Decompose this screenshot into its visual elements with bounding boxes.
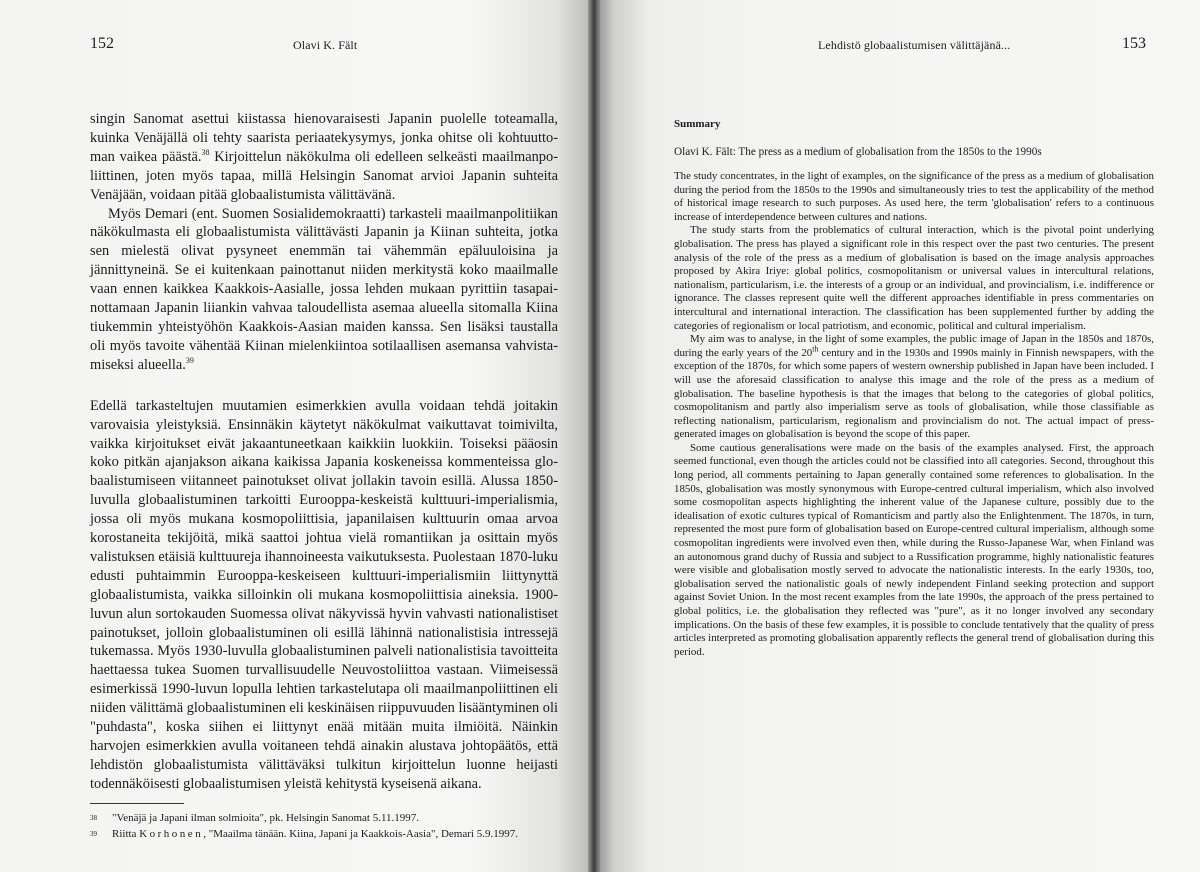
footnote-ref-39: 39 bbox=[185, 355, 194, 365]
footnotes bbox=[90, 810, 560, 842]
right-running-head: Lehdistö globaalistumisen välittäjänä... bbox=[818, 38, 1011, 52]
left-page bbox=[0, 0, 592, 872]
paragraph: The study concentrates, in the light of examples, on the significance of the press as a medium of globalisation during the period from the 1850s to the 1990s and simultaneously tries to test the applicability of the method of historical image research to such purposes. As used here, the term 'globalisation' refers to a continuous increase of interdependence between cultures and nations. bbox=[674, 170, 1154, 223]
left-running-head: Olavi K. Fält bbox=[293, 38, 358, 52]
footnote-38: 38 "Venäjä ja Japani ilman solmioita", pk. Helsingin Sanomat 5.11.1997. bbox=[90, 812, 420, 824]
paragraph: singin Sanomat asettui kiistassa hienovaraisesti Japanin puolelle toteamalla, kuinka Venäjällä oli tehty saarista periaatekysymys, jonka ohitse oli kohtuuttoman vaikea päästä.$^{38}$ Kirjoittelun näkökulma oli edelleen selkeästi maailmanpoliittinen, joten myös tapaa, millä Helsingin Sanomat arvioi Japanin suhteita Venäjään, voidaan pitää globaalistumista välittävänä. bbox=[90, 111, 558, 203]
left-body-text bbox=[90, 110, 558, 794]
right-page-number: 153 bbox=[1122, 35, 1146, 52]
left-page-number: 152 bbox=[90, 35, 114, 52]
summary-body bbox=[674, 170, 1154, 659]
book-gutter bbox=[588, 0, 600, 872]
summary-heading: Summary bbox=[674, 118, 721, 130]
paragraph: Myös Demari (ent. Suomen Sosialidemokraatti) tarkasteli maailmanpolitiikan näkökulmasta eli globaalistumista välittävästi Japanin ja Kiinan suhteita, jotka sen mielestä olivat pysyneet enemmän tai vähemmän epäluuloisina ja jännittyneinä. Se ei kuitenkaan painottanut niiden merkitystä koko maailmalle vaan ennen kaikkea Kaakkois-Aasialle, jossa lehden mukaan pyrittiin tasapainottamaan Japanin liiankin vahvaa taloudellista asemaa alueella sitomalla Kiina tiukemmin yhteistyöhön Kaakkois-Aasian maiden kanssa. Sen lisäksi taustalla oli myös tavoite vähentää Kiinan mielenkiintoa sotilaallisen asemansa vahvistamiseksi alueella.$^{39}$ bbox=[90, 205, 558, 373]
summary-subtitle: Olavi K. Fält: The press as a medium of globalisation from the 1850s to the 1990s bbox=[674, 146, 1042, 158]
footnote-rule bbox=[90, 803, 184, 804]
footnote-ref-38: 38 bbox=[201, 148, 210, 158]
footnote-39: 39 Riitta Korhonen, "Maailma tänään. Kiina, Japani ja Kaakkois-Aasia", Demari 5.9.1997. bbox=[90, 828, 518, 840]
paragraph: Some cautious generalisations were made on the basis of the examples analysed. First, the approach seemed functional, even though the articles could not be classified into all categories. Second, throughout this long period, all comments pertaining to Japan generally contained some references to globalisation. In the 1850s, globalisation was mostly synonymous with Europe-centred cultural imperialism, which also involved some cosmopolitan aspects highlighting the inherent value of the Japanese culture, possibly due to the idealisation of exotic cultures typical of Romanticism and partly also the Enlightenment. The 1870s, in turn, represented the most pure form of globalisation based on Europe-centred cultural imperialism, although some cosmopolitan ingredients were involved even then, while during the Russo-Japanese War, when Finland was an autonomous grand duchy of Russia and subject to a Russification programme, highly nationalistic features were visible and globalisation mostly served to advocate the nationalistic interests. In the early 1930s, too, globalisation served the nationalistic goals of newly independent Finland seeking protection and support against Soviet Union. In the most recent examples from the late 1990s, the approach of the press pertained to global politics, i.e. the globalisation they reflected was "pure", as it no longer involved any secondary implications. On the basis of these few examples, it is possible to conclude tentatively that the quality of press articles interpreted as promoting globalisation apparently reflects the general trend of globalisation during this period. bbox=[674, 441, 1154, 658]
paragraph: The study starts from the problematics of cultural interaction, which is the pivotal point underlying globalisation. The press has played a significant role in this respect over the past two centuries. The present analysis of the role of the press as a medium of globalisation is based on the image analysis approaches proposed by Akira Iriye: global politics, cosmopolitanism or universal values in intercultural relations, nationalism, particularism, i.e. the interests of a group or an individual, and provincialism, i.e. indifference or ignorance. The classes represent quite well the different approaches identifiable in press commentaries on intercultural and international interaction. The classification has been supplemented further by adding the categories of regionalism or local patriotism, and economic, political and cultural imperialism. bbox=[674, 224, 1154, 332]
paragraph: My aim was to analyse, in the light of some examples, the public image of Japan in the 1850s and 1870s, during the early years of the 20th century and in the 1930s and 1990s mainly in Finnish newspapers, with the exception of the 1870s, for which some papers of western ownership published in Japan have been included. I will use the aforesaid classification to analyse this image and the role of the press as a medium of globalisation. The baseline hypothesis is that the images that belong to the categories of global politics, cosmopolitanism and partly also imperialism serve as tools of globalisation, while those classifiable as reflecting nationalism, particularism, regionalism and provincialism do not. The actual impact of press-generated images on globalisation is beyond the scope of this paper. bbox=[674, 333, 1154, 441]
paragraph: Edellä tarkasteltujen muutamien esimerkkien avulla voidaan tehdä joitakin varovaisia yleistyksiä. Ensinnäkin käytetyt näkökulmat vaikuttavat toimivilta, vaikka kirjoitukset eivät jakaantuneetkaan kaikkiin luokkiin. Toiseksi pääosin koko pitkän ajanjakson aikana kaikissa Japania koskeneissa kommenteissa globaalistumiseen viitanneet painotukset olivat jollakin tavoin esillä. Alussa 1850-luvulla globaalistuminen tarkoitti Eurooppa-keskeistä kulttuuri-imperialismia, jossa oli myös mukana kosmopoliittisia, japanilaisen kulttuurin omaa arvoa korostaneita tekijöitä, mikä saattoi johtua vielä romantiikan ja osittain myös valistuksen etäisiä kulttuureja ihannoineesta vaikutuksesta. Puolestaan 1870-luku edusti puhtaimmin Eurooppa-keskeiseen kulttuuri-imperialismiin liittynyttä globaalistumista, vaikka silloinkin oli mukana kosmopoliittisia aineksia. 1900-luvun alun sortokauden Suomessa olivat näkyvissä hyvin vahvasti nationalistiset painotukset, jolloin globaalistuminen oli esillä lähinnä nationalistisia intressejä tukemassa. Myös 1930-luvulla globaalistuminen palveli nationalistisia tavoitteita haettaessa tukea Suomen turvallisuudelle Neuvostoliittoa vastaan. Viimeisessä esimerkissä 1990-luvun lopulla lehtien tarkastelutapa oli maailmanpoliittinen eli niiden välittämä globaalistuminen eli keskinäisen riippuvuuden lisääntyminen oli "puhdasta", koska siihen ei liittynyt enää mitään muita ilmiöitä. Näinkin harvojen esimerkkien avulla voitaneen tehdä ainakin alustava johtopäätös, että lehdistön globaalistumista välittäväksi tulkitun kirjoittelun luonne heijasti todennäköisesti globaalistumisen yleistä kehitystä kyseisenä aikana. bbox=[90, 397, 558, 792]
